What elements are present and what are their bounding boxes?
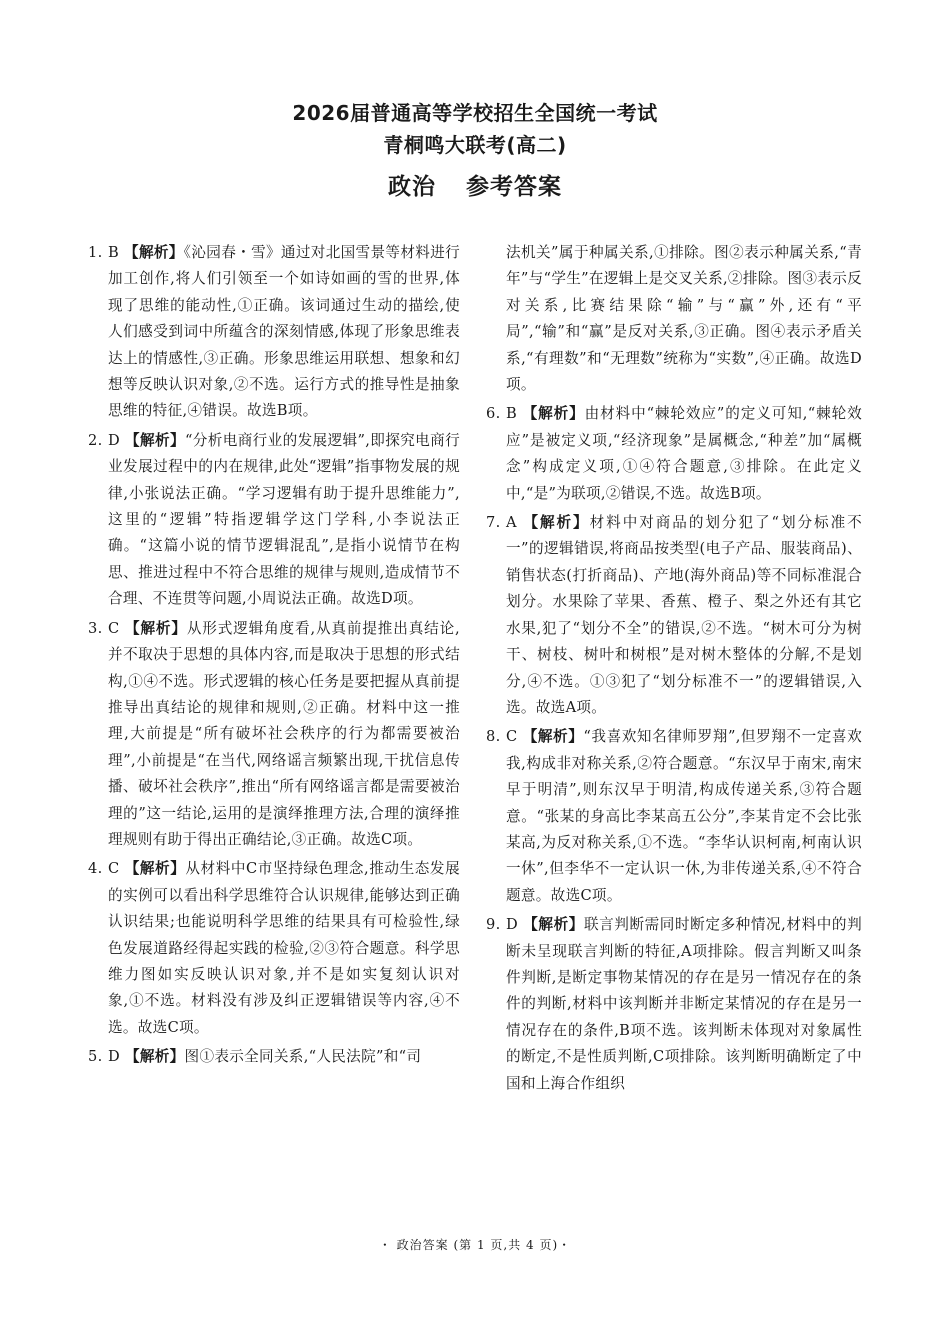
- analysis-tag: 【解析】: [124, 1048, 185, 1066]
- analysis-tag: 【解析】: [124, 860, 186, 878]
- analysis-tag: 【解析】: [523, 916, 584, 934]
- item-number: 3.: [88, 619, 103, 637]
- analysis-tag: 【解析】: [523, 514, 590, 532]
- item-number: 5.: [88, 1048, 103, 1066]
- item-answer: A: [506, 514, 517, 532]
- item-text: 材料中对商品的划分犯了“划分标准不一”的逻辑错误,将商品按类型(电子产品、服装商品)、销售状态(打折商品)、产地(海外商品)等不同标准混合划分。水果除了苹果、香蕉、橙子、梨之外还有其它水果,犯了“划分不全”的错误,②不选。“树木可分为树干、树枝、树叶和树根”是对树木整体的分解,不是划分,④不选。①③犯了“划分标准不一”的逻辑错误,入选。故选A项。: [506, 514, 863, 716]
- right-column: [486, 240, 862, 1100]
- analysis-tag: 【解析】: [522, 728, 584, 746]
- document-header: [0, 98, 950, 210]
- answer-item-9: [486, 912, 862, 1097]
- exam-subtitle: 青桐鸣大联考(高二): [383, 133, 567, 157]
- item-answer: B: [506, 405, 518, 423]
- answer-item-5-continued: 法机关”属于种属关系,①排除。图②表示种属关系,“青年”与“学生”在逻辑上是交叉关系,②排除。图③表示反对关系,比赛结果除“输”与“赢”外,还有“平局”,“输”和“赢”是反对关系,③正确。图④表示矛盾关系,“有理数”和“无理数”统称为“实数”,④正确。故选D项。: [506, 244, 862, 394]
- item-text: “我喜欢知名律师罗翔”,但罗翔不一定喜欢我,构成非对称关系,②符合题意。“东汉早于南宋,南宋早于明清”,则东汉早于明清,构成传递关系,③符合题意。“张某的身高比李某高五公分”,李某肯定不会比张某高,为反对称关系,①不选。“李华认识柯南,柯南认识一休”,但李华不一定认识一休,为非传递关系,④不符合题意。故选C项。: [506, 728, 862, 904]
- item-number: 6.: [486, 405, 501, 423]
- item-answer: C: [506, 728, 518, 746]
- item-text: 《沁园春・雪》通过对北国雪景等材料进行加工创作,将人们引领至一个如诗如画的雪的世界,体现了思维的能动性,①正确。该词通过生动的描绘,使人们感受到词中所蕴含的深刻情感,体现了形象思维表达上的情感性,③正确。形象思维运用联想、想象和幻想等反映认识对象,②不选。运行方式的推导性是抽象思维的特征,④错误。故选B项。: [108, 244, 461, 420]
- item-number: 1.: [88, 244, 103, 261]
- item-number: 9.: [486, 916, 501, 934]
- answer-item-7: [486, 510, 862, 721]
- item-text: 由材料中“棘轮效应”的定义可知,“棘轮效应”是被定义项,“经济现象”是属概念,“种差”加“属概念”构成定义项,①④符合题意,③排除。在此定义中,“是”为联项,②错误,不选。故选B项。: [506, 405, 862, 502]
- item-text: 联言判断需同时断定多种情况,材料中的判断未呈现联言判断的特征,A项排除。假言判断又叫条件判断,是断定事物某情况的存在是另一情况存在的条件的判断,材料中该判断并非断定某情况的存在是另一情况存在的条件,B项不选。该判断未体现对对象属性的断定,不是性质判断,C项排除。该判断明确断定了中国和上海合作组织: [506, 916, 862, 1092]
- item-text: 从形式逻辑角度看,从真前提推出真结论,并不取决于思想的具体内容,而是取决于思想的形式结构,①④不选。形式逻辑的核心任务是要把握从真前提推导出真结论的规律和规则,②正确。材料中这一推理,大前提是“所有破坏社会秩序的行为都需要被治理”,小前提是“在当代,网络谣言频繁出现,干扰信息传播、破坏社会秩序”,推出“所有网络谣言都是需要被治理的”这一结论,运用的是演绎推理方法,合理的演绎推理规则有助于得出正确结论,③正确。故选C项。: [108, 619, 460, 848]
- answer-item-3: [88, 616, 460, 854]
- item-answer: C: [108, 860, 120, 878]
- answer-item-8: [486, 724, 862, 909]
- answer-title: 参考答案: [466, 174, 562, 200]
- left-column: [88, 240, 460, 1074]
- item-answer: D: [506, 916, 519, 934]
- item-text: 图①表示全同关系,“人民法院”和“司: [184, 1048, 422, 1066]
- item-number: 8.: [486, 728, 501, 746]
- subject-title: [0, 164, 950, 210]
- subject-name: 政治: [388, 174, 436, 200]
- item-answer: B: [108, 244, 120, 261]
- analysis-tag: 【解析】: [124, 619, 187, 637]
- analysis-tag: 【解析】: [124, 244, 184, 261]
- item-answer: D: [108, 1048, 121, 1066]
- answer-item-1: [88, 240, 460, 425]
- analysis-tag: 【解析】: [522, 405, 585, 423]
- item-answer: D: [108, 431, 121, 449]
- answer-item-2: [88, 428, 460, 613]
- item-number: 7.: [486, 514, 501, 532]
- item-number: 2.: [88, 431, 103, 449]
- analysis-tag: 【解析】: [125, 431, 185, 449]
- answer-item-6: [486, 401, 862, 507]
- exam-title: 2026届普通高等学校招生全国统一考试: [292, 101, 658, 125]
- item-answer: C: [108, 619, 120, 637]
- page-footer: ・ 政治答案 (第 1 页,共 4 页)・: [378, 1238, 572, 1252]
- item-text: 从材料中C市坚持绿色理念,推动生态发展的实例可以看出科学思维符合认识规律,能够达到正确认识结果;也能说明科学思维的结果具有可检验性,绿色发展道路经得起实践的检验,②③符合题意。科学思维力图如实反映认识对象,并不是如实复刻认识对象,①不选。材料没有涉及纠正逻辑错误等内容,④不选。故选C项。: [108, 860, 460, 1036]
- item-text: “分析电商行业的发展逻辑”,即探究电商行业发展过程中的内在规律,此处“逻辑”指事物发展的规律,小张说法正确。“学习逻辑有助于提升思维能力”,这里的“逻辑”特指逻辑学这门学科,小李说法正确。“这篇小说的情节逻辑混乱”,是指小说情节在构思、推进过程中不符合思维的规律与规则,造成情节不合理、不连贯等问题,小周说法正确。故选D项。: [108, 431, 460, 608]
- answer-item-4: [88, 856, 460, 1041]
- answer-item-5: [88, 1044, 460, 1070]
- item-number: 4.: [88, 860, 103, 878]
